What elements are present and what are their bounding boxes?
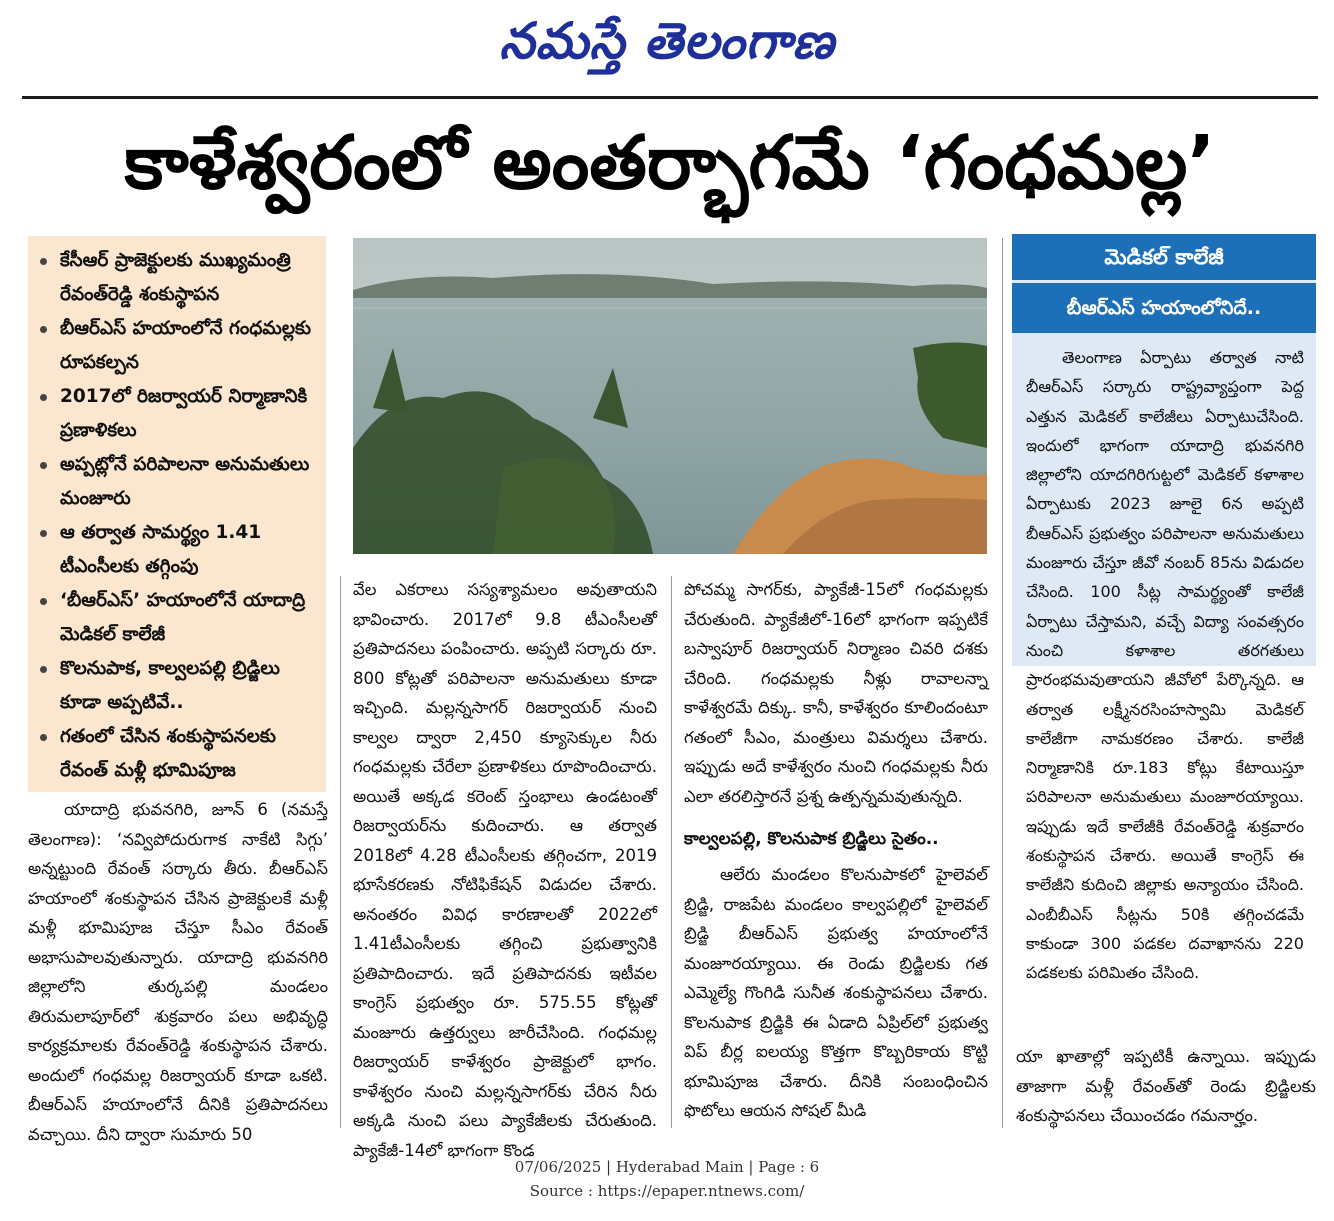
article-column-3: పోచమ్మ సాగర్‌కు, ప్యాకేజీ-15లో గంధమల్లకు చేరుతుంది. ప్యాకేజీలో-16లో భాగంగా ఇప్పటికే బస్వాపూర్‌ రిజర్వాయర్‌ నిర్మాణం చివరి దశకు చేరింది. గంధమల్లకు నీళ్లు రావాలన్నా కాళేశ్వరమే దిక్కు. కానీ, కాళేశ్వరం కూలిందంటూ గతంలో సీఎం, మంత్రులు విమర్శలు చేశారు. ఇప్పుడు అదే కాళేశ్వరం నుంచి గంధమల్లకు నీరు ఎలా తరలిస్తారనే ప్రశ్న ఉత్పన్నమవుతున్నది. కాల్వలపల్లి, కొలనుపాక బ్రిడ్జిలు సైతం.. ఆలేరు మండలం కొలనుపాకలో హైలెవల్‌ బ్రిడ్జి, రాజపేట మండలం కాల్వపల్లిలో హైలెవల్‌ బ్రిడ్జి బీఆర్‌ఎస్‌ ప్రభుత్వ హయాంలోనే మంజూరయ్యాయి. ఈ రెండు బ్రిడ్జిలకు గత ఎమ్మెల్యే గొంగిడి సునీత శంకుస్థాపనలు చేశారు. కొలనుపాక బ్రిడ్జికి ఈ ఏడాది ఏప్రిల్‌లో ప్రభుత్వ విప్‌ బీర్ల ఐలయ్య కొత్తగా కొబ్బరికాయ కొట్టి భూమిపూజ చేశారు. దీనికి సంబంధించిన ఫొటోలు ఆయన సోషల్‌ మీడి	[684, 580, 988, 1120]
article-column-1: యాదాద్రి భువనగిరి, జూన్‌ 6 (నమస్తే తెలంగాణ): ‘నవ్విపోదురుగాక నాకేటి సిగ్గు’ అన్నట్టుంది రేవంత్‌ సర్కారు తీరు. బీఆర్‌ఎస్‌ హయాంలో శంకుస్థాపన చేసిన ప్రాజెక్టులకే మళ్లీ మళ్లీ భూమిపూజ చేస్తూ సీఎం రేవంత్‌ అభాసుపాలవుతున్నారు. యాదాద్రి భువనగిరి జిల్లాలోని తుర్కపల్లి మండలం తిరుమలాపూర్‌లో శుక్రవారం పలు అభివృద్ధి కార్యక్రమాలకు రేవంత్‌రెడ్డి శంకుస్థాపన చేశారు. అందులో గంధమల్ల రిజర్వాయర్‌ కూడా ఒకటి. బీఆర్‌ఎస్‌ హయాంలోనే దీనికి ప్రతిపాదనలు వచ్చాయి. దీని ద్వారా సుమారు 50	[28, 800, 328, 1144]
footer-date-line: 07/06/2025 | Hyderabad Main | Page : 6	[514, 1158, 820, 1176]
article-column-2: వేల ఎకరాలు సస్యశ్యామలం అవుతాయని భావించారు. 2017లో 9.8 టీఎంసీలతో ప్రతిపాదనలు పంపించారు. అప్పటి సర్కారు రూ. 800 కోట్లతో పరిపాలనా అనుమతులు కూడా ఇచ్చింది. మల్లన్నసాగర్‌ రిజర్వాయర్‌ నుంచి కాల్వల ద్వారా 2,450 క్యూసెక్కుల నీరు గంధమల్లకు చేరేలా ప్రణాళికలు రూపొందించారు. అయితే అక్కడ కరెంట్‌ స్తంభాలు ఉండటంతో రిజర్వాయర్‌ను కుదించారు. ఆ తర్వాత 2018లో 4.28 టీఎంసీలకు తగ్గించగా, 2019 భూసేకరణకు నోటిఫికేషన్‌ విడుదల చేశారు. అనంతరం వివిధ కారణాలతో 2022లో 1.41టీఎంసీలకు తగ్గించి ప్రభుత్వానికి ప్రతిపాదించారు. ఇదే ప్రతిపాదనకు ఇటీవల కాంగ్రెస్‌ ప్రభుత్వం రూ. 575.55 కోట్లతో మంజూరు ఉత్తర్వులు జారీచేసింది. గంధమల్ల రిజర్వాయర్‌ కాళేశ్వరం ప్రాజెక్టులో భాగం. కాళేశ్వరం నుంచి మల్లన్నసాగర్‌కు చేరిన నీరు అక్కడి నుంచి పలు ప్యాకేజీలకు చేరుతుంది. ప్యాకేజీ-14లో భాగంగా కొండ	[353, 580, 657, 1160]
article-column-4-tail: యా ఖాతాల్లో ఇప్పటికీ ఉన్నాయి. ఇప్పుడు తాజాగా మళ్లీ రేవంత్‌తో రెండు బ్రిడ్జిలకు శంకుస్థాపనలు చేయించడం గమనార్హం.	[1016, 1047, 1316, 1125]
reservoir-photo	[353, 238, 987, 554]
medical-college-box	[1012, 234, 1316, 983]
masthead-rule	[22, 96, 1318, 99]
highlights-box	[28, 236, 326, 792]
highlight-item: ‘బీఆర్‌ఎస్‌’ హయాంలోనే యాదాద్రి మెడికల్‌ కాలేజీ	[40, 584, 316, 652]
sidebox-text: తెలంగాణ ఏర్పాటు తర్వాత నాటి బీఆర్‌ఎస్‌ సర్కారు రాష్ట్రవ్యాప్తంగా పెద్ద ఎత్తున మెడికల్‌ కాలేజీలు ఏర్పాటుచేసింది. ఇందులో భాగంగా యాదాద్రి భువనగిరి జిల్లాలోని యాదగిరిగుట్టలో మెడికల్‌ కళాశాల ఏర్పాటుకు 2023 జూలై 6న అప్పటి బీఆర్‌ఎస్‌ ప్రభుత్వం పరిపాలనా అనుమతులు మంజూరు చేస్తూ జీవో నంబర్‌ 85ను విడుదల చేసింది. 100 సీట్ల సామర్థ్యంతో కాలేజీ ఏర్పాటు చేస్తామని, వచ్చే విద్యా సంవత్సరం నుంచి కళాశాల తరగతులు ప్రారంభమవుతాయని జీవోలో పేర్కొన్నది. ఆ తర్వాత లక్ష్మీనరసింహస్వామి మెడికల్‌ కాలేజీగా నామకరణం చేశారు. కాలేజీ నిర్మాణానికి రూ.183 కోట్లు కేటాయిస్తూ పరిపాలనా అనుమతులు మంజూరయ్యాయి. ఇప్పుడు ఇదే కాలేజీకి రేవంత్‌రెడ్డి శుక్రవారం శంకుస్థాపన చేశారు. అయితే కాంగ్రెస్‌ ఈ కాలేజీని కుదించి జిల్లాకు అన్యాయం చేసింది. ఎంబీబీఎస్‌ సీట్లను 50కి తగ్గించడమే కాకుండా 300 పడకల దవాఖానను 220 పడకలకు పరిమితం చేసింది.	[1026, 348, 1304, 983]
highlight-item: 2017లో రిజర్వాయర్‌ నిర్మాణానికి ప్రణాళికలు	[40, 380, 316, 448]
sidebox-subtitle: బీఆర్‌ఎస్‌ హయాంలోనిదే..	[1012, 283, 1316, 333]
footer-source-line: Source : https://epaper.ntnews.com/	[529, 1182, 805, 1200]
sidebox-banner: మెడికల్‌ కాలేజీ	[1012, 234, 1316, 280]
column-divider	[340, 576, 341, 1128]
headline: కాళేశ్వరంలో అంతర్భాగమే ‘గంధమల్ల’	[124, 120, 1216, 206]
column-divider	[1002, 238, 1003, 1128]
highlight-item: కేసీఆర్‌ ప్రాజెక్టులకు ముఖ్యమంత్రి రేవంత్‌రెడ్డి శంకుస్థాపన	[40, 244, 316, 312]
footer	[0, 1155, 1334, 1203]
highlight-item: ఆ తర్వాత సామర్థ్యం 1.41 టీఎంసీలకు తగ్గింపు	[40, 516, 316, 584]
section-subheading: కాల్వలపల్లి, కొలనుపాక బ్రిడ్జిలు సైతం..	[684, 829, 939, 849]
highlight-item: అప్పట్లోనే పరిపాలనా అనుమతులు మంజూరు	[40, 448, 316, 516]
highlight-item: కొలనుపాక, కాల్వలపల్లి బ్రిడ్జిలు కూడా అప్పటివే..	[40, 652, 316, 720]
masthead-logo: నమస్తే తెలంగాణ	[499, 12, 835, 70]
highlight-item: గతంలో చేసిన శంకుస్థాపనలకు రేవంత్‌ మళ్లీ భూమిపూజ	[40, 720, 316, 788]
highlight-item: బీఆర్‌ఎస్‌ హయాంలోనే గంధమల్లకు రూపకల్పన	[40, 312, 316, 380]
column-divider	[671, 576, 672, 1128]
